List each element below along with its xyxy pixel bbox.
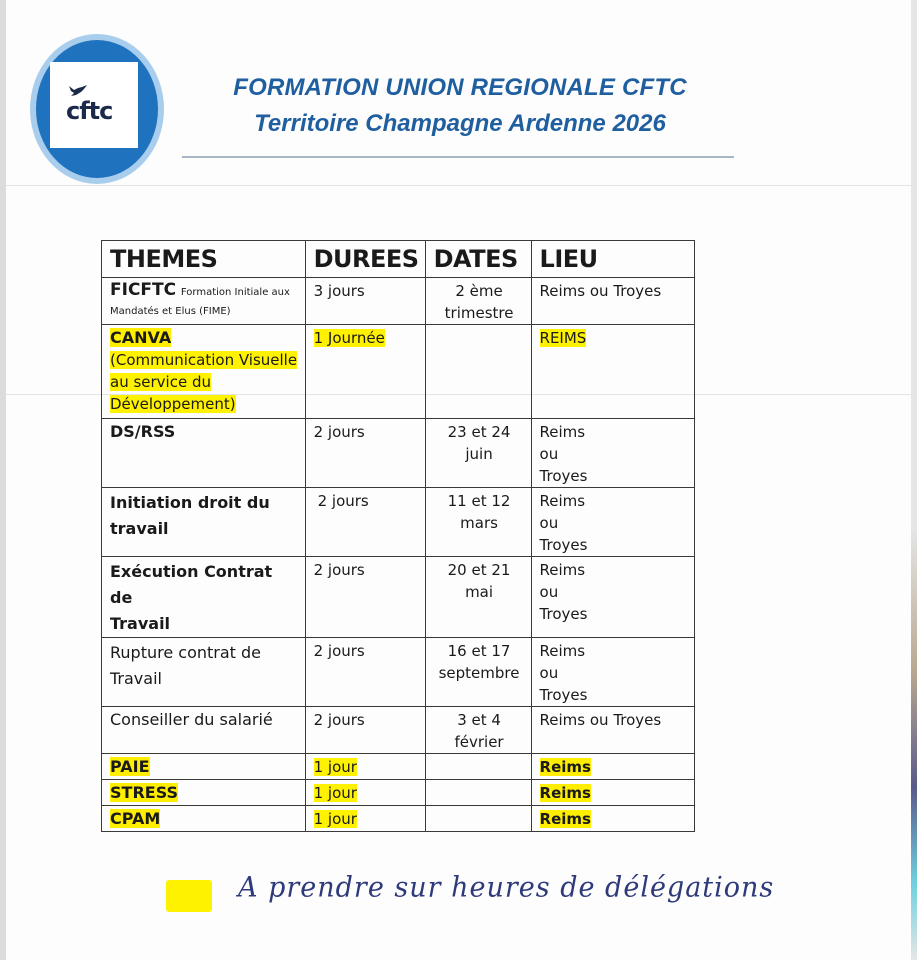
theme-line: Initiation droit du — [110, 493, 270, 512]
lieu-cell — [531, 806, 694, 832]
lieu-line: Troyes — [539, 686, 588, 704]
duree-cell: 3 jours — [305, 278, 425, 325]
duree-cell: 2 jours — [305, 419, 425, 488]
lieu-cell — [531, 488, 694, 557]
theme-cell — [102, 638, 306, 707]
dates-cell — [425, 325, 531, 419]
theme-label: CPAM — [110, 809, 161, 828]
duree-cell: 2 jours — [305, 488, 425, 557]
lieu-line: Troyes — [539, 536, 588, 554]
date-line: 11 et 12 — [447, 492, 511, 510]
dates-cell — [425, 419, 531, 488]
dates-cell — [425, 754, 531, 780]
theme-line: Exécution Contrat de — [110, 562, 273, 607]
theme-label: FICFTC — [110, 280, 177, 300]
title-line-2: Territoire Champagne Ardenne 2026 — [254, 110, 666, 137]
dates-cell — [425, 488, 531, 557]
table-row — [102, 557, 695, 638]
theme-line: travail — [110, 519, 169, 538]
lieu-cell — [531, 754, 694, 780]
theme-label: Conseiller du salarié — [110, 710, 273, 729]
theme-line: (Communication Visuelle — [110, 351, 298, 369]
date-line: trimestre — [444, 304, 514, 322]
dates-cell — [425, 638, 531, 707]
lieu-line: ou — [539, 583, 559, 601]
highlight-legend-swatch — [166, 880, 212, 912]
page-left-edge — [0, 0, 6, 960]
lieu-cell — [531, 419, 694, 488]
date-line: juin — [465, 445, 493, 463]
table-row — [102, 754, 695, 780]
duree-value: 1 jour — [313, 810, 357, 828]
dates-cell — [425, 780, 531, 806]
lieu-cell — [531, 325, 694, 419]
date-line: février — [454, 733, 504, 751]
lieu-line: Reims — [539, 423, 586, 441]
duree-cell — [305, 754, 425, 780]
lieu-cell — [531, 638, 694, 707]
lieu-value: Reims — [539, 758, 591, 776]
dove-icon — [68, 84, 88, 98]
date-line: mai — [465, 583, 494, 601]
formations-table — [101, 240, 695, 832]
column-header-dates: DATES — [425, 241, 531, 278]
lieu-cell — [531, 780, 694, 806]
table-row — [102, 780, 695, 806]
lieu-cell: Reims ou Troyes — [531, 278, 694, 325]
date-line: 23 et 24 — [447, 423, 511, 441]
duree-cell — [305, 806, 425, 832]
scan-band-line — [6, 185, 911, 186]
table-header-row — [102, 241, 695, 278]
theme-cell — [102, 806, 306, 832]
table-row — [102, 325, 695, 419]
duree-cell — [305, 325, 425, 419]
theme-label: CANVA — [110, 328, 172, 347]
duree-cell — [305, 780, 425, 806]
lieu-line: Reims — [539, 561, 586, 579]
duree-cell: 2 jours — [305, 557, 425, 638]
table-row — [102, 638, 695, 707]
date-line: 2 ème — [455, 282, 503, 300]
lieu-line: ou — [539, 445, 559, 463]
theme-line: Développement) — [110, 395, 236, 413]
lieu-value: Reims — [539, 810, 591, 828]
date-line: 3 et 4 — [457, 711, 501, 729]
theme-line: au service du — [110, 373, 211, 391]
theme-label: STRESS — [110, 783, 179, 802]
lieu-cell — [531, 557, 694, 638]
lieu-line: Troyes — [539, 605, 588, 623]
table-row — [102, 707, 695, 754]
dates-cell — [425, 806, 531, 832]
table-row — [102, 278, 695, 325]
lieu-value: Reims — [539, 784, 591, 802]
table-row — [102, 806, 695, 832]
lieu-cell: Reims ou Troyes — [531, 707, 694, 754]
title-underline — [182, 156, 734, 158]
date-line: 16 et 17 — [447, 642, 511, 660]
lieu-value: REIMS — [539, 329, 587, 347]
document-title — [180, 70, 740, 142]
duree-value: 1 Journée — [313, 329, 385, 347]
theme-label: PAIE — [110, 757, 150, 776]
duree-cell: 2 jours — [305, 638, 425, 707]
theme-label: DS/RSS — [110, 422, 176, 441]
column-header-themes: THEMES — [102, 241, 306, 278]
date-line: 20 et 21 — [447, 561, 511, 579]
duree-value: 1 jour — [313, 784, 357, 802]
table-row — [102, 488, 695, 557]
lieu-line: Troyes — [539, 467, 588, 485]
theme-line: Travail — [110, 614, 171, 633]
date-line: septembre — [438, 664, 520, 682]
dates-cell — [425, 557, 531, 638]
date-line: mars — [460, 514, 498, 532]
theme-line: Travail — [110, 669, 162, 688]
theme-cell — [102, 707, 306, 754]
theme-subtitle: Formation Initiale aux Mandatés et Elus (FIME) — [110, 287, 290, 317]
column-header-lieu: LIEU — [531, 241, 694, 278]
page-right-edge — [911, 0, 917, 960]
theme-line: Rupture contrat de — [110, 643, 262, 662]
theme-cell — [102, 557, 306, 638]
theme-cell — [102, 488, 306, 557]
lieu-line: ou — [539, 514, 559, 532]
lieu-line: ou — [539, 664, 559, 682]
theme-cell — [102, 325, 306, 419]
theme-cell — [102, 754, 306, 780]
lieu-line: Reims — [539, 642, 586, 660]
theme-cell — [102, 419, 306, 488]
title-line-1: FORMATION UNION REGIONALE CFTC — [233, 74, 687, 101]
dates-cell — [425, 707, 531, 754]
handwritten-legend-note: A prendre sur heures de délégations — [238, 871, 775, 904]
theme-cell — [102, 780, 306, 806]
duree-value: 1 jour — [313, 758, 357, 776]
column-header-durees: DUREES — [305, 241, 425, 278]
duree-cell: 2 jours — [305, 707, 425, 754]
table-row — [102, 419, 695, 488]
theme-cell — [102, 278, 306, 325]
logo-text: cftc — [66, 97, 113, 125]
lieu-line: Reims — [539, 492, 586, 510]
dates-cell — [425, 278, 531, 325]
